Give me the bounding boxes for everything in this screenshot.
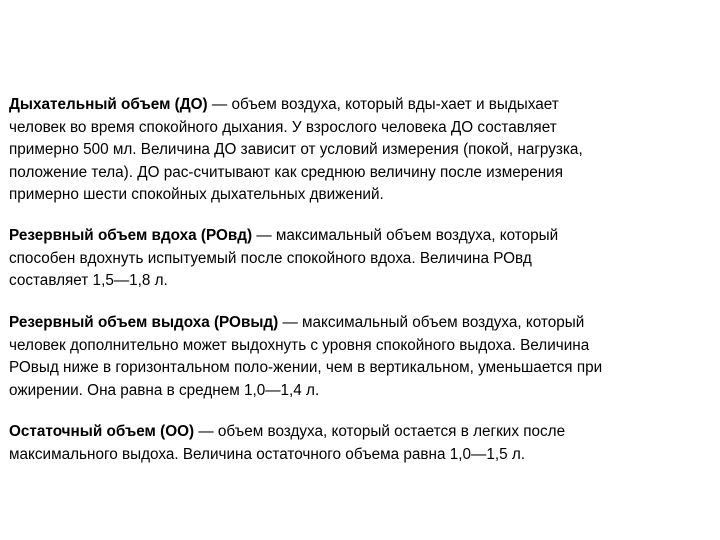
definition-text: — объем воздуха, который остается в легких после: [194, 423, 566, 440]
definition-text: — максимальный объем воздуха, который: [278, 314, 585, 331]
definition-text: — объем воздуха, который вды-хает и выдыхает: [207, 96, 559, 113]
definition-text: — максимальный объем воздуха, который: [252, 227, 559, 244]
term-expiratory-reserve: Резервный объем выдоха (РОвыд): [9, 314, 279, 331]
paragraph-line: [9, 94, 709, 117]
paragraph-line: примерно 500 мл. Величина ДО зависит от условий измерения (покой, нагрузка,: [9, 141, 583, 158]
paragraph-line: [9, 421, 709, 444]
paragraph-line: человек во время спокойного дыхания. У взрослого человека ДО составляет: [9, 118, 557, 136]
paragraph-line: способен вдохнуть испытуемый после спокойного вдоха. Величина РОвд: [9, 249, 532, 267]
paragraph-line: [9, 312, 709, 335]
paragraph-line: РОвыд ниже в горизонтальном поло-жении, чем в вертикальном, уменьшается при: [9, 359, 603, 376]
paragraph-tidal-volume: [9, 94, 709, 207]
paragraph-residual-volume: [9, 421, 709, 466]
paragraph-line: составляет 1,5—1,8 л.: [9, 272, 168, 289]
paragraph-line: [9, 225, 709, 248]
term-residual-volume: Остаточный объем (ОО): [9, 423, 195, 440]
paragraph-inspiratory-reserve: [9, 225, 709, 293]
paragraph-expiratory-reserve: [9, 312, 709, 402]
paragraph-line: ожирении. Она равна в среднем 1,0—1,4 л.: [9, 381, 320, 399]
term-tidal-volume: Дыхательный объем (ДО): [9, 96, 208, 113]
paragraph-line: максимального выдоха. Величина остаточного объема равна 1,0—1,5 л.: [9, 445, 526, 463]
paragraph-line: человек дополнительно может выдохнуть с уровня спокойного выдоха. Величина: [9, 336, 590, 354]
term-inspiratory-reserve: Резервный объем вдоха (РОвд): [9, 227, 253, 244]
paragraph-line: положение тела). ДО рас-считывают как среднюю величину после измерения: [9, 163, 564, 181]
paragraph-line: примерно шести спокойных дыхательных движений.: [9, 186, 384, 203]
